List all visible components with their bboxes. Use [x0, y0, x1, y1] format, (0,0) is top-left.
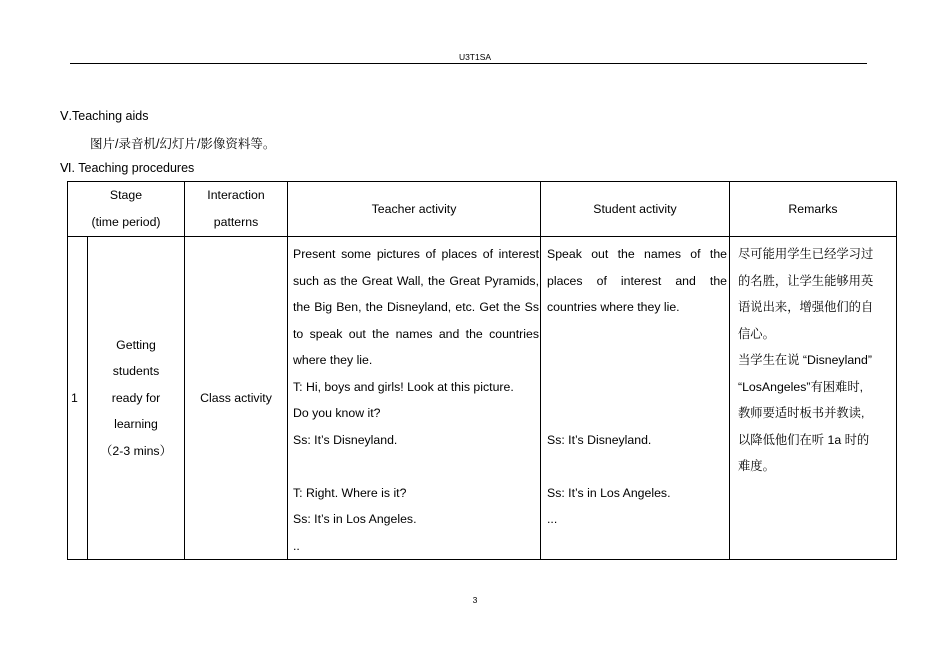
header-student-activity: Student activity — [541, 182, 730, 237]
student-line: ... — [547, 512, 558, 526]
student-line — [547, 400, 727, 427]
student-line: Ss: It’s Disneyland. — [547, 432, 652, 447]
header-stage-line1: Stage — [109, 188, 143, 202]
header-stage-line2: (time period) — [91, 215, 161, 229]
stage-cell — [88, 237, 185, 560]
header-interaction-line2: patterns — [213, 215, 259, 229]
student-line: countries where they lie. — [547, 300, 680, 314]
section-teaching-aids-content: 图片/录音机/幻灯片/影像资料等。 — [90, 137, 276, 151]
remark-line: 的名胜，让学生能够用英 — [738, 273, 874, 288]
remark-line: 语说出来，增强他们的自 — [738, 300, 874, 314]
student-line — [547, 453, 727, 480]
table-row — [68, 237, 897, 560]
remark-line: 信心。 — [738, 326, 775, 341]
row-number: 1 — [68, 237, 88, 560]
teacher-line: T: Hi, boys and girls! Look at this picture. — [293, 379, 514, 394]
header-interaction — [185, 182, 288, 237]
section-teaching-procedures-heading: Ⅵ. Teaching procedures — [60, 161, 195, 175]
remarks-cell — [730, 237, 897, 560]
stage-line: Getting — [116, 337, 156, 352]
teacher-line: Do you know it? — [293, 406, 381, 420]
remark-line: 教师要适时板书并教读, — [738, 406, 865, 420]
teacher-line — [293, 453, 539, 480]
student-activity-cell — [541, 237, 730, 560]
student-line: places of interest and the — [547, 273, 727, 288]
student-line — [547, 347, 727, 374]
remark-line: 难度。 — [738, 459, 775, 473]
teacher-line: Ss: It’s Disneyland. — [293, 432, 398, 447]
stage-line: learning — [114, 417, 158, 432]
teacher-line: .. — [293, 538, 300, 553]
teacher-line: T: Right. Where is it? — [293, 485, 407, 500]
header-teacher-activity: Teacher activity — [288, 182, 541, 237]
remark-line: 尽可能用学生已经学习过 — [738, 247, 874, 261]
stage-line: students — [112, 364, 160, 379]
interaction-pattern-cell: Class activity — [185, 237, 288, 560]
header-interaction-line1: Interaction — [207, 188, 265, 202]
stage-line: ready for — [111, 390, 161, 405]
teacher-line: Present some pictures of places of interest — [293, 247, 539, 261]
header-stage — [68, 182, 185, 237]
teacher-line: the Big Ben, the Disneyland, etc. Get the Ss — [293, 300, 539, 314]
teacher-line: to speak out the names and the countries — [293, 326, 539, 341]
remark-line: 当学生在说 “Disneyland” — [738, 353, 872, 367]
teacher-line: where they lie. — [293, 353, 373, 367]
teacher-line: such as the Great Wall, the Great Pyramids, — [293, 273, 539, 288]
student-line — [547, 374, 727, 401]
remark-line: 以降低他们在听 1a 时的 — [738, 432, 870, 447]
section-teaching-aids-heading: Ⅴ.Teaching aids — [60, 109, 149, 123]
student-line: Ss: It’s in Los Angeles. — [547, 485, 671, 500]
page-header-title: U3T1SA — [458, 52, 492, 62]
table-header-row — [68, 182, 897, 237]
student-line: Speak out the names of the — [547, 247, 727, 261]
student-line — [547, 321, 727, 348]
teacher-activity-cell — [288, 237, 541, 560]
remark-line: “LosAngeles”有困难时, — [738, 379, 864, 394]
page-number: 3 — [472, 595, 478, 605]
header-remarks: Remarks — [730, 182, 897, 237]
teacher-line: Ss: It’s in Los Angeles. — [293, 512, 417, 526]
header-rule — [70, 63, 867, 64]
teaching-procedures-table — [67, 181, 897, 560]
stage-line: （2-3 mins） — [100, 443, 172, 458]
